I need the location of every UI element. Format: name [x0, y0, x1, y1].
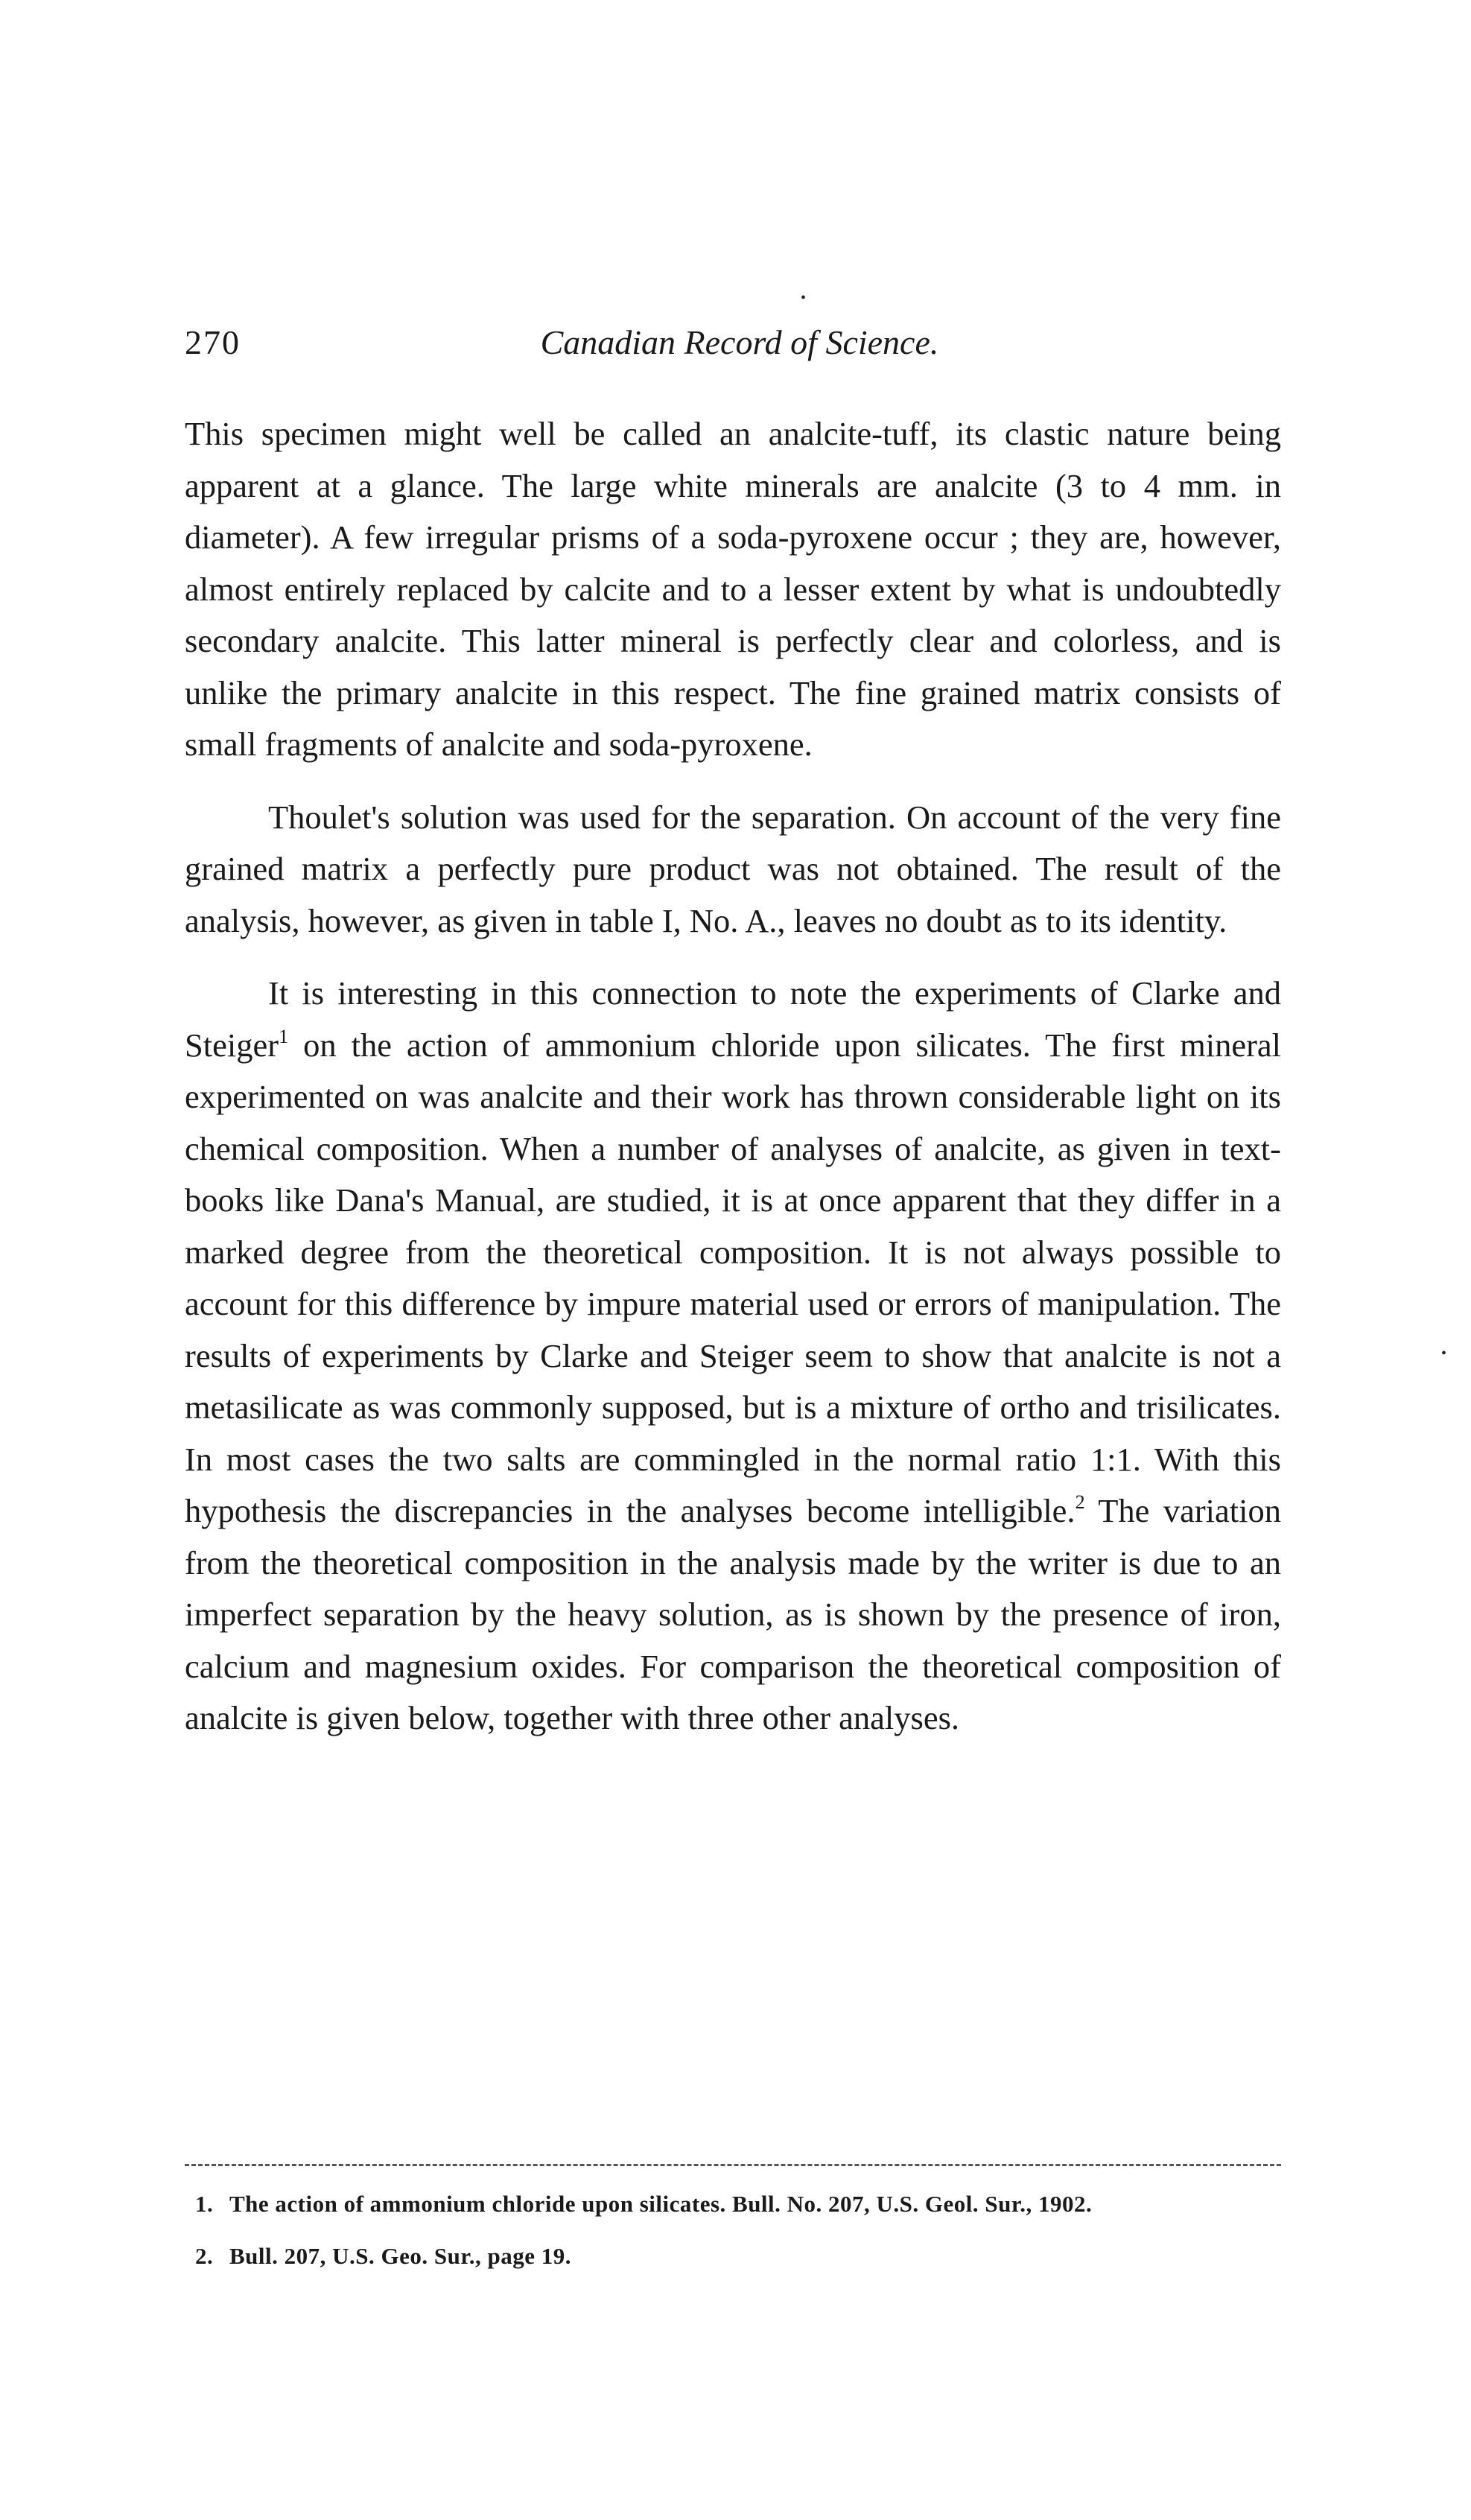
footnote-divider	[185, 2164, 1281, 2166]
footnote-ref-1: 1	[279, 1025, 289, 1047]
footnotes	[185, 2186, 1281, 2291]
journal-title: Canadian Record of Science.	[540, 323, 939, 361]
paragraph-specimen-description: This specimen might well be called an analcite-tuff, its clastic nature being apparent at a glance. The large white minerals are analcite (3 to 4 mm. in diameter). A few irregular prisms of a soda-pyroxene occur ; they are, however, almost entirely replaced by calcite and to a lesser extent by what is undoubtedly secondary analcite. This latter mineral is perfectly clear and colorless, and is unlike the primary analcite in this respect. The fine grained matrix consists of small fragments of analcite and soda-pyroxene.	[185, 415, 1281, 763]
margin-dot: •	[1441, 1345, 1447, 1362]
margin-dot: •	[801, 290, 807, 306]
paragraph-clarke-steiger	[185, 968, 1281, 1745]
footnote-2	[185, 2238, 1281, 2274]
paragraph-text: The variation from the theoretical composition in the analysis made by the writer is due to an imperfect separation by the heavy solution, as is shown by the presence of iron, calcium and magnesium oxides. For comparison the theoretical composition of analcite is given below, together with three other analyses.	[185, 1492, 1281, 1736]
paragraph-text: on the action of ammonium chloride upon silicates. The first mineral experimented on was analcite and their work has thrown considerable light on its chemical composition. When a number of analyses of analcite, as given in text-books like Dana's Manual, are studied, it is at once apparent that they differ in a marked degree from the theoretical composition. It is not always possible to account for this difference by impure material used or errors of manipulation. The results of experiments by Clarke and Steiger seem to show that analcite is not a metasilicate as was commonly supposed, but is a mixture of ortho and trisilicates. In most cases the two salts are commingled in the normal ratio 1:1. With this hypothesis the discrepancies in the analyses become intelligible.	[185, 1026, 1281, 1529]
running-head	[185, 317, 1294, 369]
footnote-1	[185, 2186, 1281, 2222]
footnote-number: 1.	[195, 2191, 214, 2217]
footnote-text: The action of ammonium chloride upon silicates. Bull. No. 207, U.S. Geol. Sur., 1902.	[229, 2191, 1093, 2217]
footnote-text: Bull. 207, U.S. Geo. Sur., page 19.	[229, 2243, 572, 2269]
paragraph-separation: Thoulet's solution was used for the separation. On account of the very fine grained matrix a perfectly pure product was not obtained. The result of the analysis, however, as given in table I, No. A., leaves no doubt as to its identity.	[185, 798, 1281, 939]
footnote-ref-2: 2	[1075, 1491, 1085, 1513]
footnote-number: 2.	[195, 2243, 214, 2269]
body-text	[185, 408, 1281, 1745]
page-number: 270	[185, 323, 241, 361]
paragraph-text: It is interesting in this connection to note the experiments of Clarke and Steiger	[185, 974, 1281, 1064]
